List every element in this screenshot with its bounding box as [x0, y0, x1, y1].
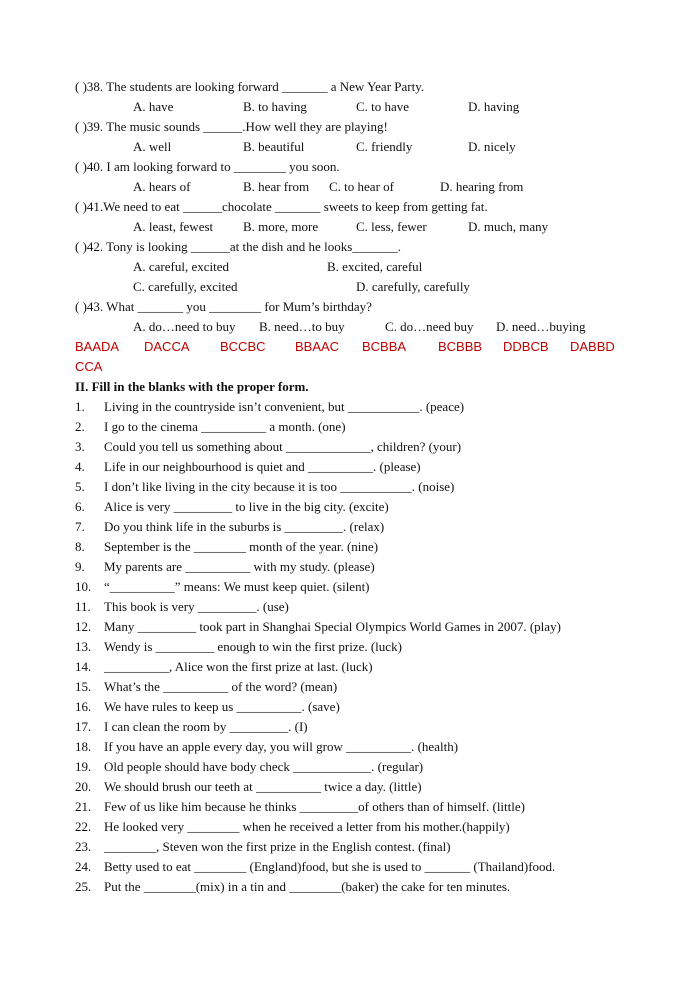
fill-item	[75, 597, 289, 617]
item-number: 18.	[75, 739, 92, 754]
answer-group: CCA	[75, 359, 103, 374]
fill-item	[75, 517, 384, 537]
fill-item	[75, 757, 423, 777]
fill-item	[75, 797, 525, 817]
fill-item	[75, 697, 340, 717]
item-text: Put the ________(mix) in a tin and ________(baker) the cake for ten minutes.	[104, 879, 511, 894]
fill-item	[75, 497, 389, 517]
option-d: D. much, many	[468, 219, 549, 234]
item-text: “__________” means: We must keep quiet. (silent)	[104, 579, 370, 594]
option-a: A. least, fewest	[133, 219, 214, 234]
item-number: 8.	[75, 539, 85, 554]
option-a: A. have	[133, 99, 174, 114]
item-text: Old people should have body check ____________. (regular)	[104, 759, 424, 774]
item-number: 5.	[75, 479, 85, 494]
fill-item	[75, 437, 461, 457]
question-stem: ( )38. The students are looking forward _______ a New Year Party.	[75, 79, 425, 94]
item-text: September is the ________ month of the year. (nine)	[104, 539, 379, 554]
option-c: C. friendly	[356, 139, 413, 154]
option-b: B. excited, careful	[327, 259, 423, 274]
answer-group: BBAAC	[295, 339, 340, 354]
fill-item	[75, 717, 308, 737]
fill-item	[75, 617, 561, 637]
question-stem: ( )41.We need to eat ______chocolate _______ sweets to keep from getting fat.	[75, 199, 488, 214]
mc-question-41	[75, 197, 488, 217]
item-text: Could you tell us something about _____________, children? (your)	[104, 439, 462, 454]
item-number: 16.	[75, 699, 92, 714]
fill-item	[75, 737, 458, 757]
fill-item	[75, 557, 375, 577]
option-a: A. do…need to buy	[133, 319, 236, 334]
item-text: Wendy is _________ enough to win the first prize. (luck)	[104, 639, 402, 654]
option-d: D. having	[468, 99, 520, 114]
answer-group: BCBBA	[362, 339, 407, 354]
fill-item	[75, 817, 510, 837]
option-b: B. beautiful	[243, 139, 305, 154]
item-text: My parents are __________ with my study. (please)	[104, 559, 375, 574]
item-text: If you have an apple every day, you will grow __________. (health)	[104, 739, 459, 754]
option-d: D. need…buying	[496, 319, 586, 334]
option-c: C. to have	[356, 99, 410, 114]
option-d: D. nicely	[468, 139, 516, 154]
item-number: 6.	[75, 499, 85, 514]
item-text: Living in the countryside isn’t convenient, but ___________. (peace)	[104, 399, 465, 414]
mc-question-43	[75, 297, 372, 317]
item-text: Life in our neighbourhood is quiet and __________. (please)	[104, 459, 421, 474]
answer-key-tail	[75, 357, 620, 377]
answer-group: BCCBC	[220, 339, 266, 354]
item-number: 13.	[75, 639, 92, 654]
item-number: 14.	[75, 659, 92, 674]
item-number: 3.	[75, 439, 85, 454]
item-text: I can clean the room by _________. (I)	[104, 719, 308, 734]
fill-item	[75, 857, 555, 877]
item-text: Betty used to eat ________ (England)food, but she is used to _______ (Thailand)food.	[104, 859, 556, 874]
item-number: 7.	[75, 519, 85, 534]
item-text: We have rules to keep us __________. (save)	[104, 699, 340, 714]
answer-group: BCBBB	[438, 339, 483, 354]
item-text: This book is very _________. (use)	[104, 599, 289, 614]
item-number: 2.	[75, 419, 85, 434]
item-number: 20.	[75, 779, 92, 794]
answer-group: DACCA	[144, 339, 190, 354]
question-stem: ( )42. Tony is looking ______at the dish and he looks_______.	[75, 239, 401, 254]
option-d: D. hearing from	[440, 179, 524, 194]
fill-item	[75, 537, 378, 557]
item-text: I go to the cinema __________ a month. (one)	[104, 419, 346, 434]
fill-item	[75, 417, 346, 437]
option-c: C. do…need buy	[385, 319, 474, 334]
option-b: B. hear from	[243, 179, 310, 194]
option-b: B. more, more	[243, 219, 319, 234]
question-stem: ( )40. I am looking forward to ________ you soon.	[75, 159, 340, 174]
option-b: B. need…to buy	[259, 319, 345, 334]
mc-question-42	[75, 237, 401, 257]
item-number: 9.	[75, 559, 85, 574]
item-number: 10.	[75, 579, 92, 594]
fill-item	[75, 637, 402, 657]
item-text: We should brush our teeth at __________ twice a day. (little)	[104, 779, 422, 794]
fill-item	[75, 457, 421, 477]
fill-item	[75, 677, 337, 697]
mc-question-38	[75, 77, 424, 97]
item-number: 21.	[75, 799, 92, 814]
question-stem: ( )43. What _______ you ________ for Mum’s birthday?	[75, 299, 372, 314]
answer-key	[75, 337, 620, 357]
answer-group: DABBD	[570, 339, 615, 354]
fill-item	[75, 657, 373, 677]
mc-question-40	[75, 157, 340, 177]
option-d: D. carefully, carefully	[356, 279, 470, 294]
fill-item	[75, 397, 464, 417]
item-text: Many _________ took part in Shanghai Special Olympics World Games in 2007. (play)	[104, 619, 561, 634]
answer-group: DDBCB	[503, 339, 549, 354]
item-number: 4.	[75, 459, 85, 474]
option-c: C. to hear of	[329, 179, 394, 194]
item-text: I don’t like living in the city because it is too ___________. (noise)	[104, 479, 455, 494]
option-a: A. careful, excited	[133, 259, 230, 274]
item-number: 22.	[75, 819, 92, 834]
item-text: Few of us like him because he thinks _________of others than of himself. (little)	[104, 799, 525, 814]
section-title: II. Fill in the blanks with the proper form.	[75, 379, 309, 394]
item-text: What’s the __________ of the word? (mean)	[104, 679, 338, 694]
item-text: ________, Steven won the first prize in the English contest. (final)	[104, 839, 451, 854]
item-text: Alice is very _________ to live in the big city. (excite)	[104, 499, 389, 514]
fill-item	[75, 577, 370, 597]
item-number: 23.	[75, 839, 92, 854]
fill-item	[75, 777, 422, 797]
fill-item	[75, 837, 451, 857]
fill-item	[75, 477, 454, 497]
question-stem: ( )39. The music sounds ______.How well they are playing!	[75, 119, 388, 134]
item-number: 11.	[75, 599, 91, 614]
item-number: 1.	[75, 399, 85, 414]
option-c: C. carefully, excited	[133, 279, 238, 294]
option-c: C. less, fewer	[356, 219, 427, 234]
option-b: B. to having	[243, 99, 307, 114]
mc-question-39	[75, 117, 388, 137]
item-text: __________, Alice won the first prize at last. (luck)	[104, 659, 373, 674]
option-a: A. well	[133, 139, 172, 154]
item-number: 15.	[75, 679, 92, 694]
item-number: 19.	[75, 759, 92, 774]
item-number: 12.	[75, 619, 92, 634]
item-number: 17.	[75, 719, 92, 734]
answer-group: BAADA	[75, 339, 120, 354]
item-number: 24.	[75, 859, 92, 874]
fill-item	[75, 877, 510, 897]
item-text: Do you think life in the suburbs is _________. (relax)	[104, 519, 385, 534]
item-text: He looked very ________ when he received a letter from his mother.(happily)	[104, 819, 510, 834]
item-number: 25.	[75, 879, 92, 894]
option-a: A. hears of	[133, 179, 191, 194]
